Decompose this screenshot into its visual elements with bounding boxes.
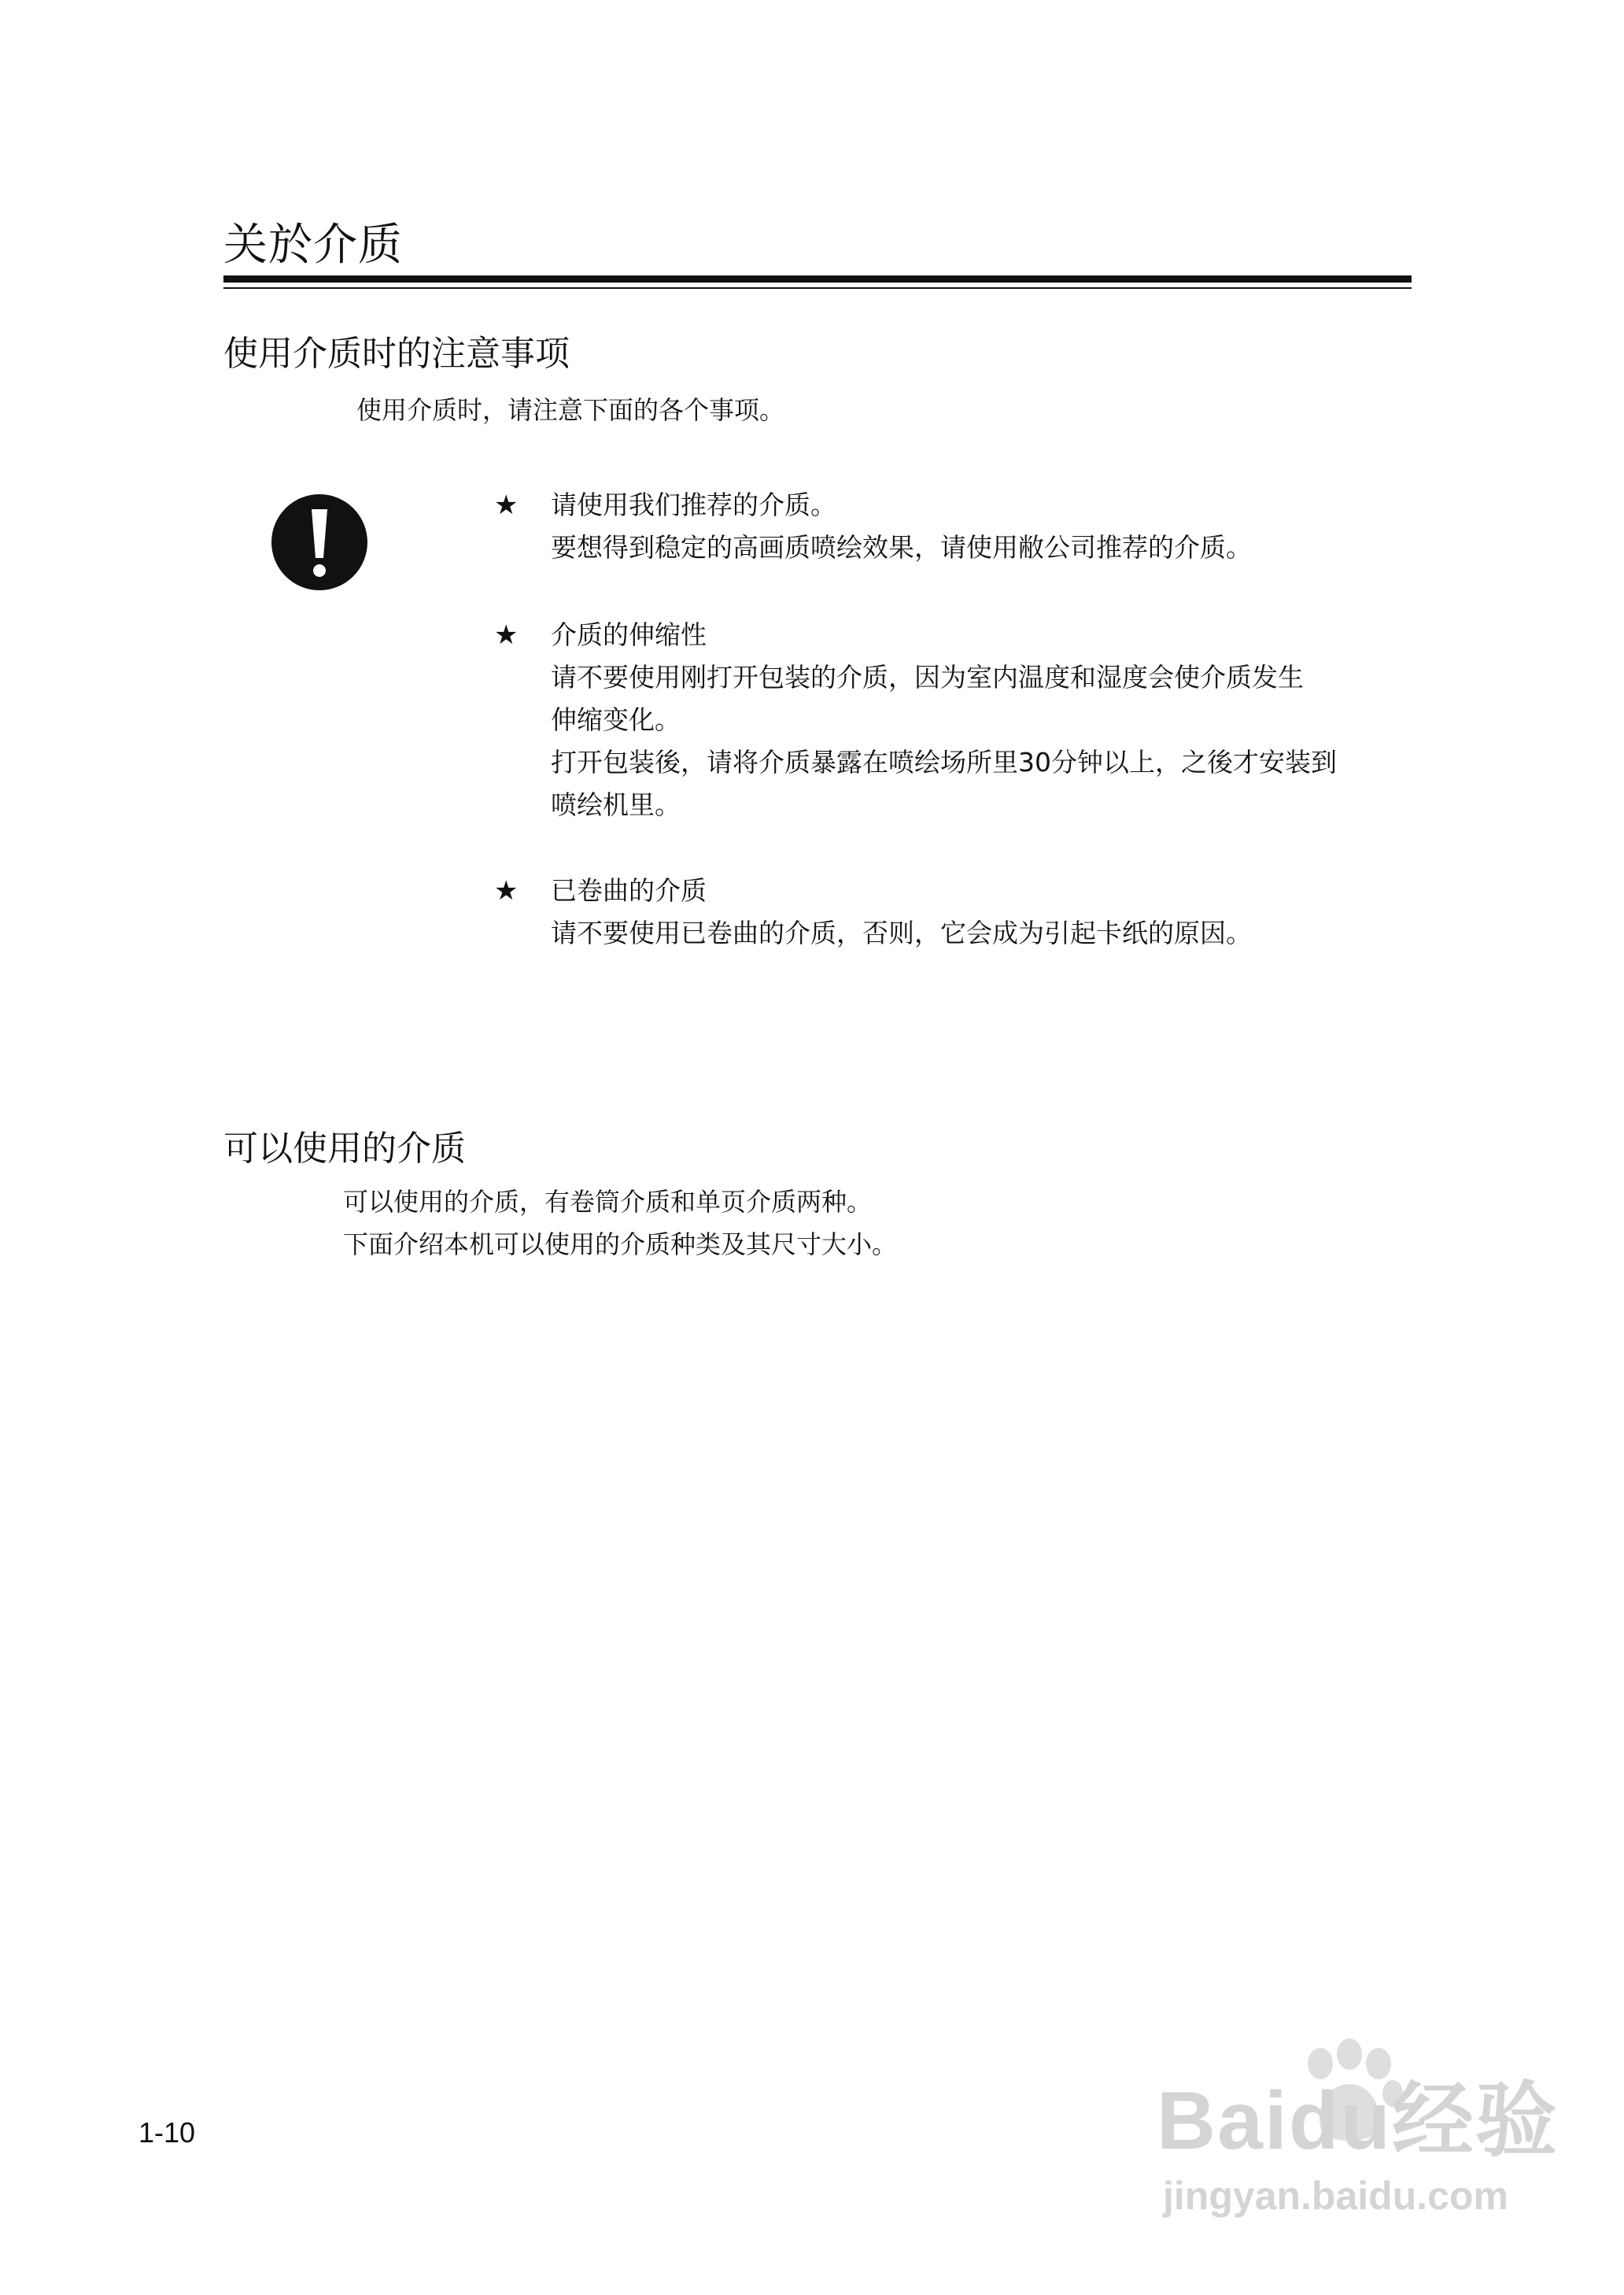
note-body bbox=[494, 912, 1412, 955]
note-line: 喷绘机里。 bbox=[551, 789, 681, 820]
note-body bbox=[494, 527, 1412, 569]
section-intro-precautions: 使用介质时，请注意下面的各个事项。 bbox=[356, 395, 785, 425]
note-line: 请不要使用已卷曲的介质，否则，它会成为引起卡纸的原因。 bbox=[551, 918, 1252, 948]
note-title: 已卷曲的介质 bbox=[551, 875, 707, 906]
chapter-rule-thin bbox=[223, 287, 1412, 289]
note-heading bbox=[494, 870, 1412, 912]
page-number: 1-10 bbox=[138, 2116, 196, 2149]
note-line: 打开包装後，请将介质暴露在喷绘场所里30分钟以上，之後才安装到 bbox=[551, 747, 1337, 778]
note-line: 要想得到稳定的高画质喷绘效果，请使用敝公司推荐的介质。 bbox=[551, 532, 1252, 563]
star-bullet-icon: ★ bbox=[494, 875, 519, 907]
paragraph-line: 可以使用的介质，有卷筒介质和单页介质两种。 bbox=[343, 1187, 873, 1217]
paragraph-line: 下面介绍本机可以使用的介质种类及其尺寸大小。 bbox=[343, 1229, 898, 1259]
section-intro-usable-media bbox=[343, 1181, 897, 1266]
note-curled-media bbox=[494, 870, 1412, 955]
note-media-stretch bbox=[494, 614, 1412, 826]
exclamation-circle-icon bbox=[271, 493, 368, 591]
note-line: 伸缩变化。 bbox=[551, 704, 681, 735]
watermark-logo: Baidu经验 bbox=[1157, 2075, 1559, 2167]
note-title: 请使用我们推荐的介质。 bbox=[551, 490, 836, 520]
note-recommended-media bbox=[494, 484, 1412, 569]
star-bullet-icon: ★ bbox=[494, 619, 519, 651]
note-heading bbox=[494, 614, 1412, 656]
section-heading-usable-media: 可以使用的介质 bbox=[223, 1129, 466, 1169]
note-body bbox=[494, 656, 1412, 826]
chapter-rule-thick bbox=[223, 275, 1412, 283]
note-title: 介质的伸缩性 bbox=[551, 619, 707, 650]
chapter-title: 关於介质 bbox=[223, 220, 403, 271]
note-heading bbox=[494, 484, 1412, 527]
star-bullet-icon: ★ bbox=[494, 490, 519, 521]
baidu-watermark bbox=[1157, 2038, 1566, 2227]
note-line: 请不要使用刚打开包装的介质，因为室内温度和湿度会使介质发生 bbox=[551, 662, 1304, 693]
watermark-url: jingyan.baidu.com bbox=[1163, 2174, 1508, 2218]
section-heading-precautions: 使用介质时的注意事项 bbox=[223, 334, 570, 374]
